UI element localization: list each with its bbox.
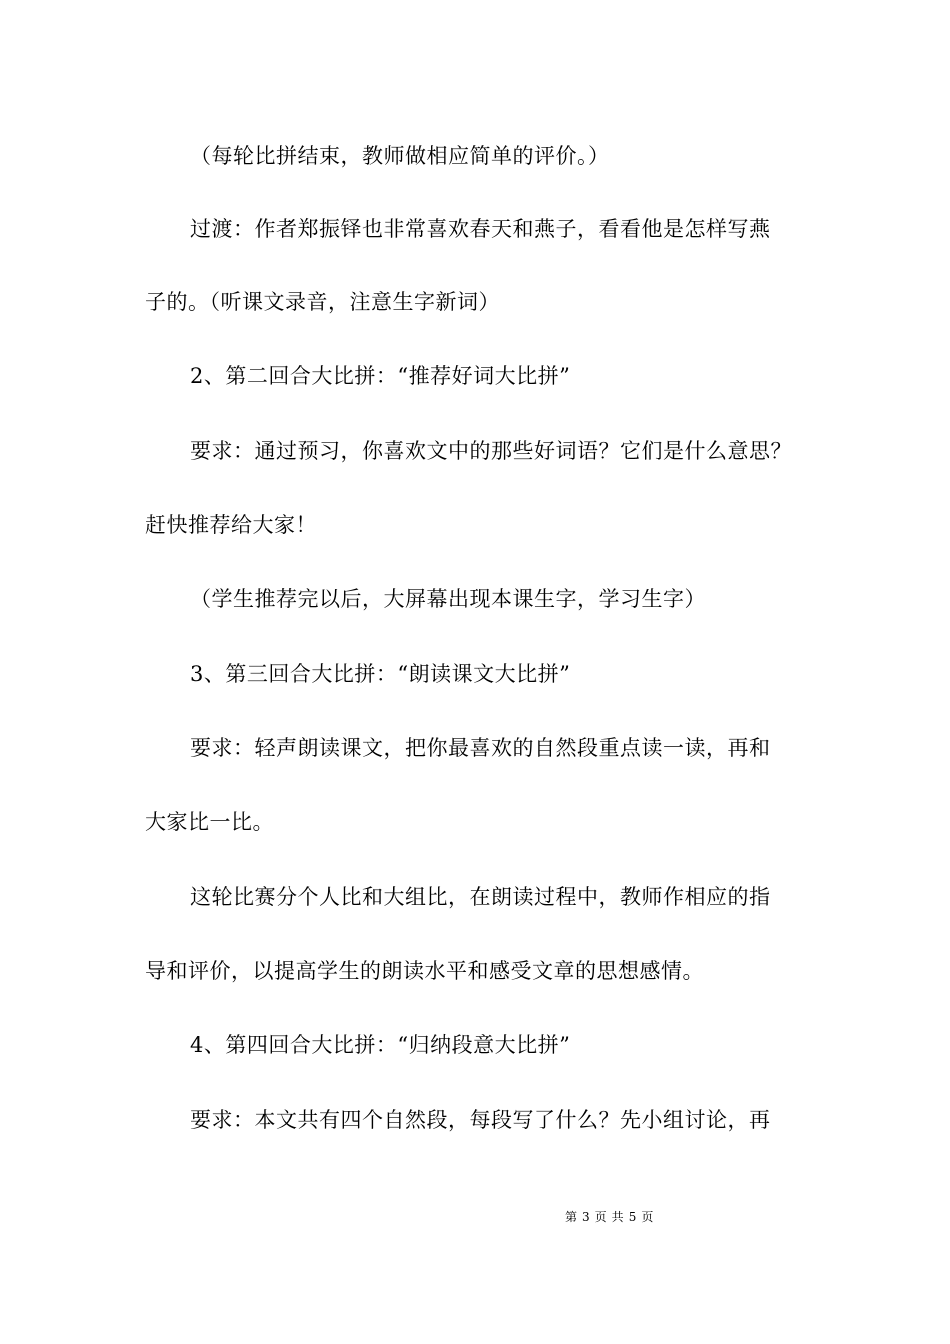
page-number-footer [565, 1209, 658, 1225]
footer-ye: 页 [594, 1210, 607, 1224]
paragraph-line-11: 这轮比赛分个人比和大组比，在朗读过程中，教师作相应的指 [190, 885, 771, 909]
paragraph-line-2: 过渡：作者郑振铎也非常喜欢春天和燕子，看看他是怎样写燕 [190, 217, 771, 241]
section-heading-3: 3、第三回合大比拼：“朗读课文大比拼” [190, 662, 571, 686]
footer-ye-2: 页 [641, 1210, 654, 1224]
paragraph-line-7: （学生推荐完以后，大屏幕出现本课生字，学习生字） [190, 587, 706, 611]
footer-total-pages: 5 [628, 1210, 637, 1224]
paragraph-line-10: 大家比一比。 [145, 810, 274, 834]
section-heading-2: 2、第二回合大比拼：“推荐好词大比拼” [190, 364, 571, 388]
footer-gong: 共 [611, 1210, 624, 1224]
section-heading-4: 4、第四回合大比拼：“归纳段意大比拼” [190, 1033, 571, 1057]
paragraph-line-5: 要求：通过预习，你喜欢文中的那些好词语？它们是什么意思？ [190, 439, 792, 463]
paragraph-line-1: （每轮比拼结束，教师做相应简单的评价。） [190, 144, 610, 168]
paragraph-line-6: 赶快推荐给大家！ [145, 513, 317, 537]
footer-di: 第 [565, 1210, 578, 1224]
footer-current-page: 3 [582, 1210, 590, 1224]
paragraph-line-14: 要求：本文共有四个自然段，每段写了什么？先小组讨论，再 [190, 1108, 771, 1132]
paragraph-line-3: 子的。（听课文录音，注意生字新词） [145, 290, 500, 314]
paragraph-line-12: 导和评价，以提高学生的朗读水平和感受文章的思想感情。 [145, 959, 704, 983]
paragraph-line-9: 要求：轻声朗读课文，把你最喜欢的自然段重点读一读，再和 [190, 736, 771, 760]
